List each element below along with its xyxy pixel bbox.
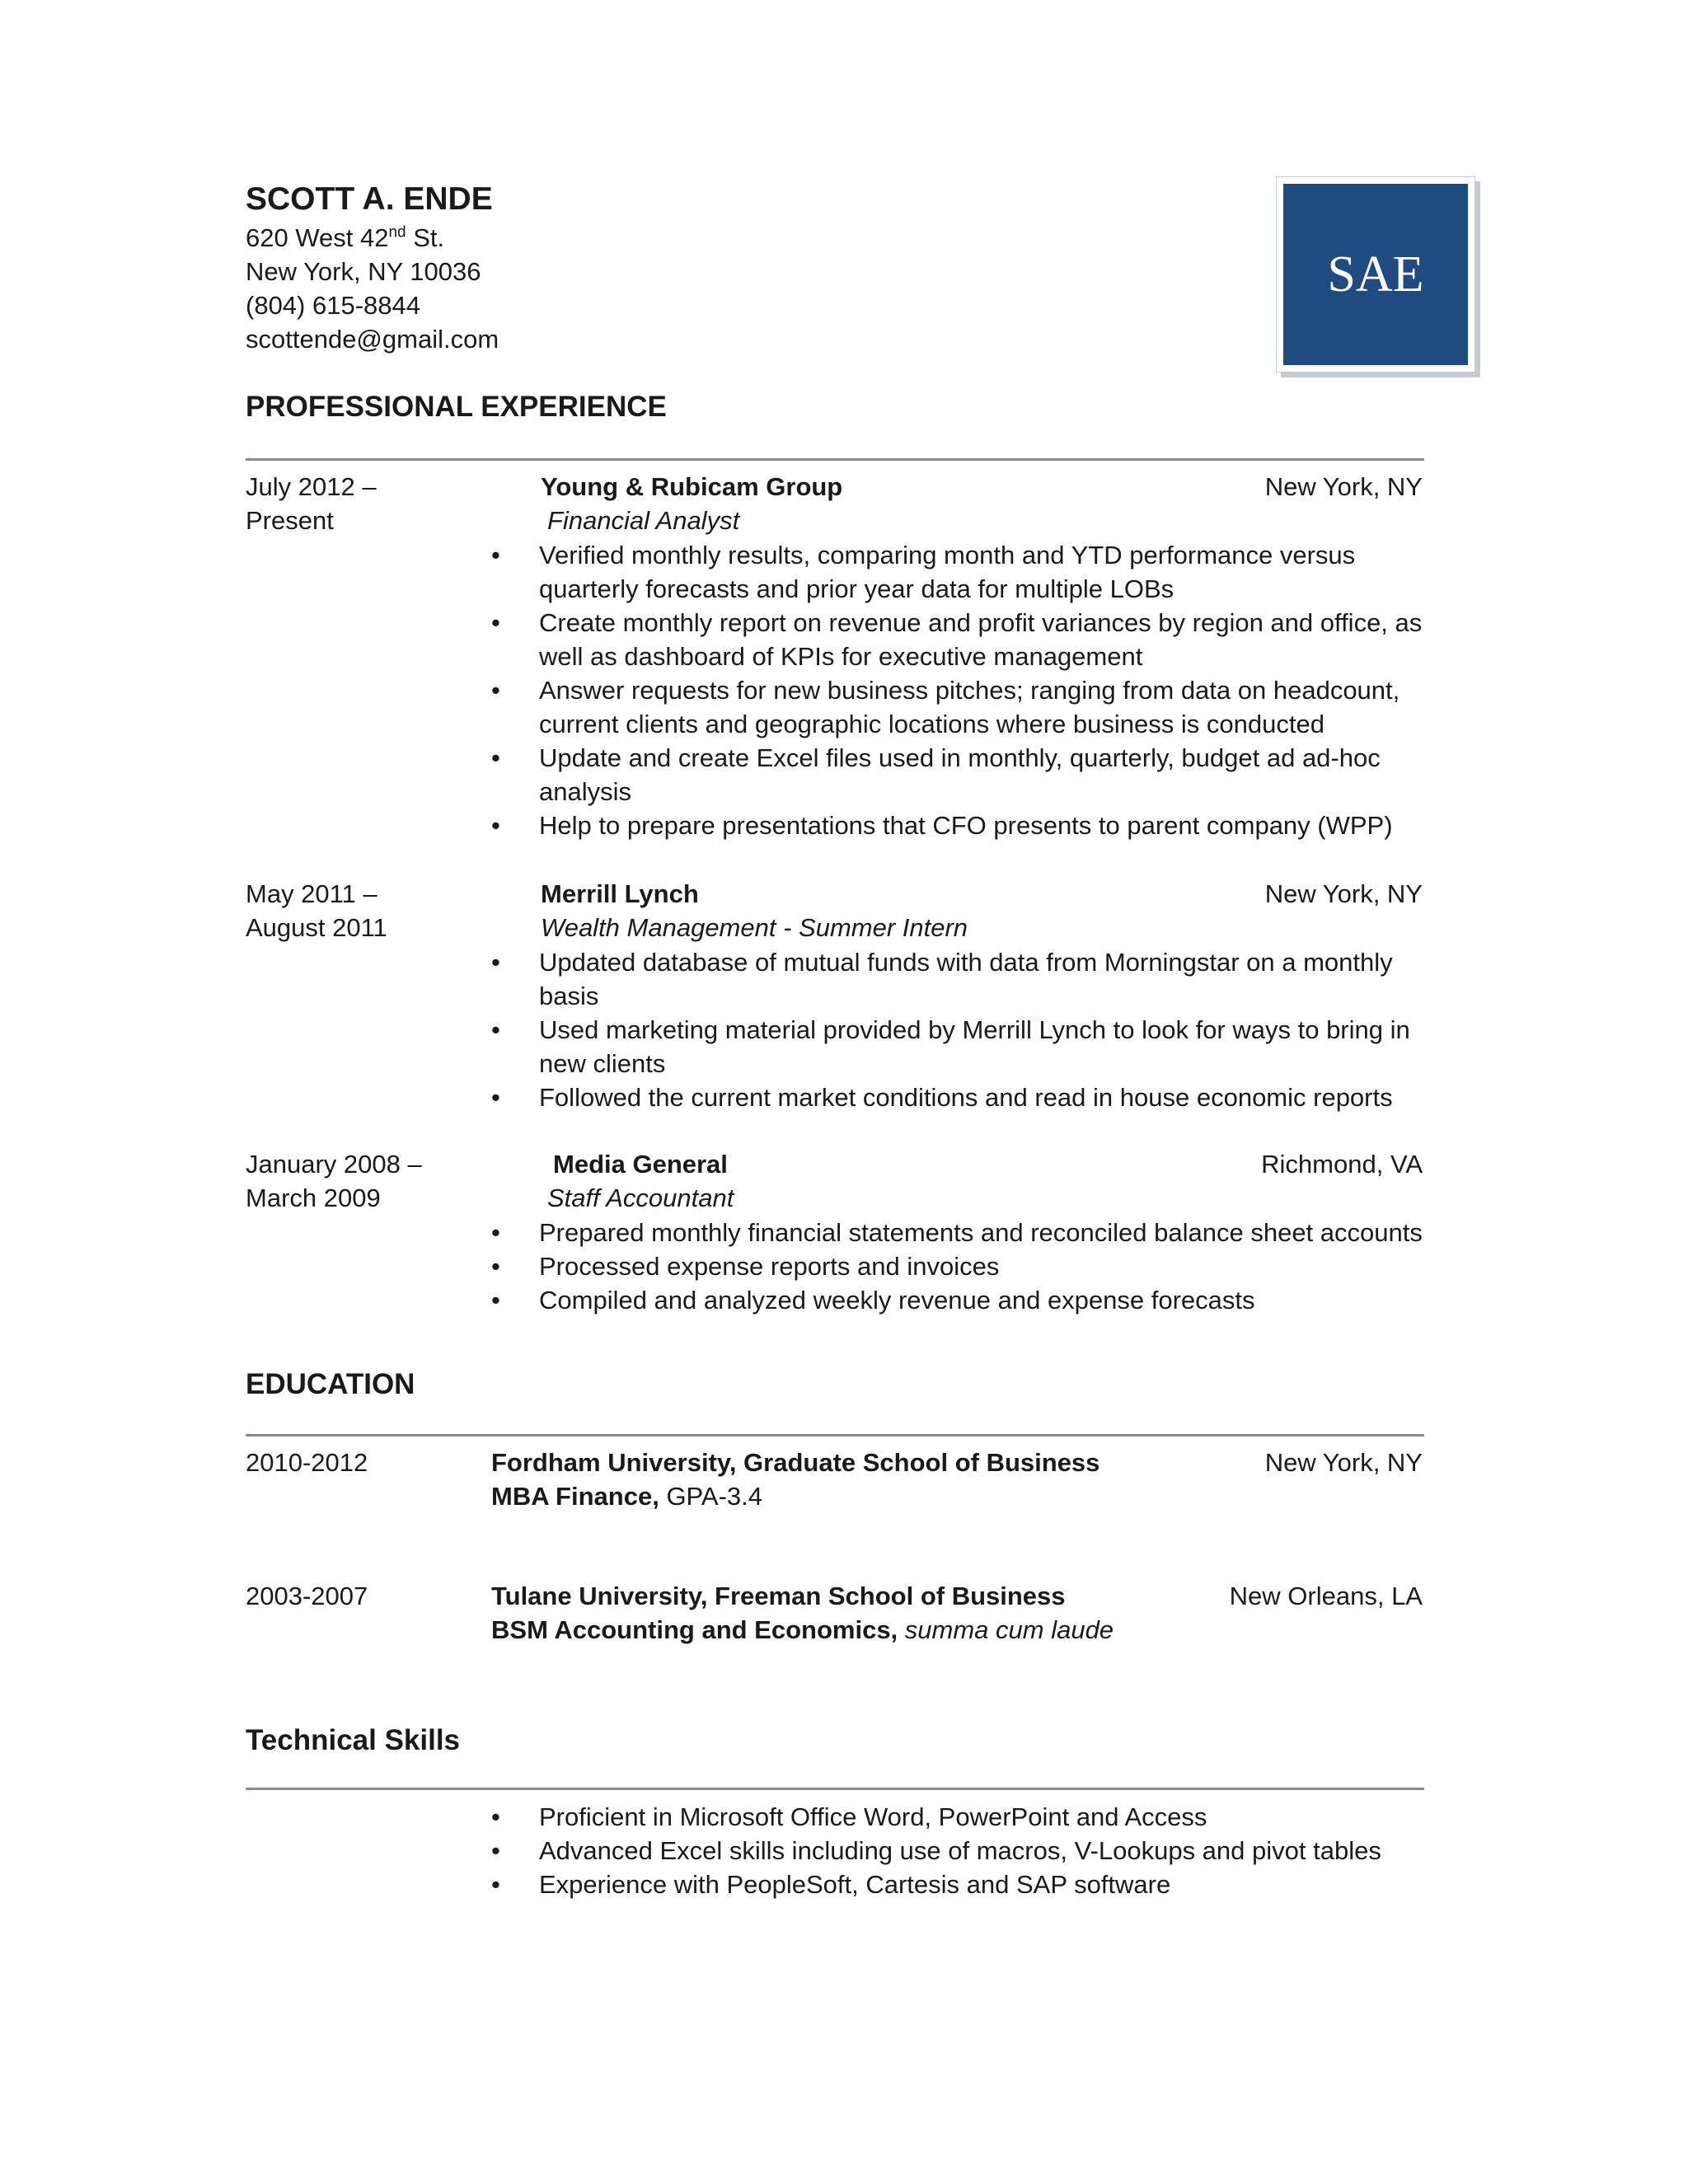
skills-heading: Technical Skills [246,1724,461,1756]
address-street: 620 West 42 [246,223,389,252]
job-role: Staff Accountant [547,1183,734,1212]
address-line-1 [246,221,444,255]
experience-heading: PROFESSIONAL EXPERIENCE [246,391,667,423]
address-line-2: New York, NY 10036 [246,257,481,286]
job-company: Young & Rubicam Group [541,472,843,501]
job-date-start: July 2012 – [246,472,377,501]
education-degree-line [491,1479,762,1513]
list-item: • Experience with PeopleSoft, Cartesis and SAP software [491,1868,1431,1901]
monogram-text: SAE [1283,184,1468,365]
list-item: • Create monthly report on revenue and profit variances by region and office, as well as dashboard of KPIs for executive management [491,606,1431,673]
list-item: • Compiled and analyzed weekly revenue and expense forecasts [491,1283,1431,1317]
education-detail: summa cum laude [898,1615,1114,1644]
job-bullet-list [491,945,1431,1114]
list-item: • Answer requests for new business pitches; ranging from data on headcount, current clients and geographic locations where business is conducted [491,673,1431,741]
job-date-end: August 2011 [246,913,387,942]
education-heading: EDUCATION [246,1368,415,1400]
education-degree: BSM Accounting and Economics, [491,1615,898,1644]
list-item: • Followed the current market conditions and read in house economic reports [491,1080,1431,1114]
job-bullet-list [491,538,1431,842]
list-item: • Prepared monthly financial statements and reconciled balance sheet accounts [491,1216,1431,1249]
education-years: 2010-2012 [246,1448,368,1477]
education-years: 2003-2007 [246,1582,368,1610]
education-location: New York, NY [1264,1448,1423,1477]
job-company: Media General [553,1150,728,1179]
list-item: • Help to prepare presentations that CFO presents to parent company (WPP) [491,808,1431,842]
list-item: • Update and create Excel files used in monthly, quarterly, budget ad ad-hoc analysis [491,741,1431,808]
job-location: New York, NY [1264,879,1423,908]
list-item: • Advanced Excel skills including use of macros, V-Lookups and pivot tables [491,1834,1431,1868]
job-role: Financial Analyst [547,506,740,535]
job-company: Merrill Lynch [541,879,699,908]
list-item: • Proficient in Microsoft Office Word, PowerPoint and Access [491,1800,1431,1834]
education-school: Fordham University, Graduate School of Business [491,1448,1100,1477]
phone-number: (804) 615-8844 [246,291,420,320]
monogram-badge [1276,176,1475,373]
skills-divider [246,1788,1424,1790]
job-date-start: January 2008 – [246,1150,422,1179]
education-detail: GPA-3.4 [659,1482,763,1511]
list-item: • Verified monthly results, comparing month and YTD performance versus quarterly forecasts and prior year data for multiple LOBs [491,538,1431,606]
skills-bullet-list [491,1800,1431,1901]
email-address: scottende@gmail.com [246,325,499,354]
job-role: Wealth Management - Summer Intern [541,913,968,942]
experience-divider [246,458,1424,461]
job-location: Richmond, VA [1261,1150,1423,1179]
education-divider [246,1434,1424,1436]
address-ordinal: nd [388,223,406,241]
job-date-start: May 2011 – [246,879,377,908]
candidate-name: SCOTT A. ENDE [246,181,493,217]
education-location: New Orleans, LA [1229,1582,1423,1610]
list-item: • Processed expense reports and invoices [491,1249,1431,1283]
education-degree-line [491,1613,1114,1647]
list-item: • Used marketing material provided by Merrill Lynch to look for ways to bring in new clients [491,1013,1431,1080]
education-degree: MBA Finance, [491,1482,659,1511]
address-suffix: St. [406,223,445,252]
job-location: New York, NY [1264,472,1423,501]
job-date-end: March 2009 [246,1183,381,1212]
job-bullet-list [491,1216,1431,1317]
list-item: • Updated database of mutual funds with data from Morningstar on a monthly basis [491,945,1431,1013]
job-date-end: Present [246,506,334,535]
education-school: Tulane University, Freeman School of Business [491,1582,1066,1610]
